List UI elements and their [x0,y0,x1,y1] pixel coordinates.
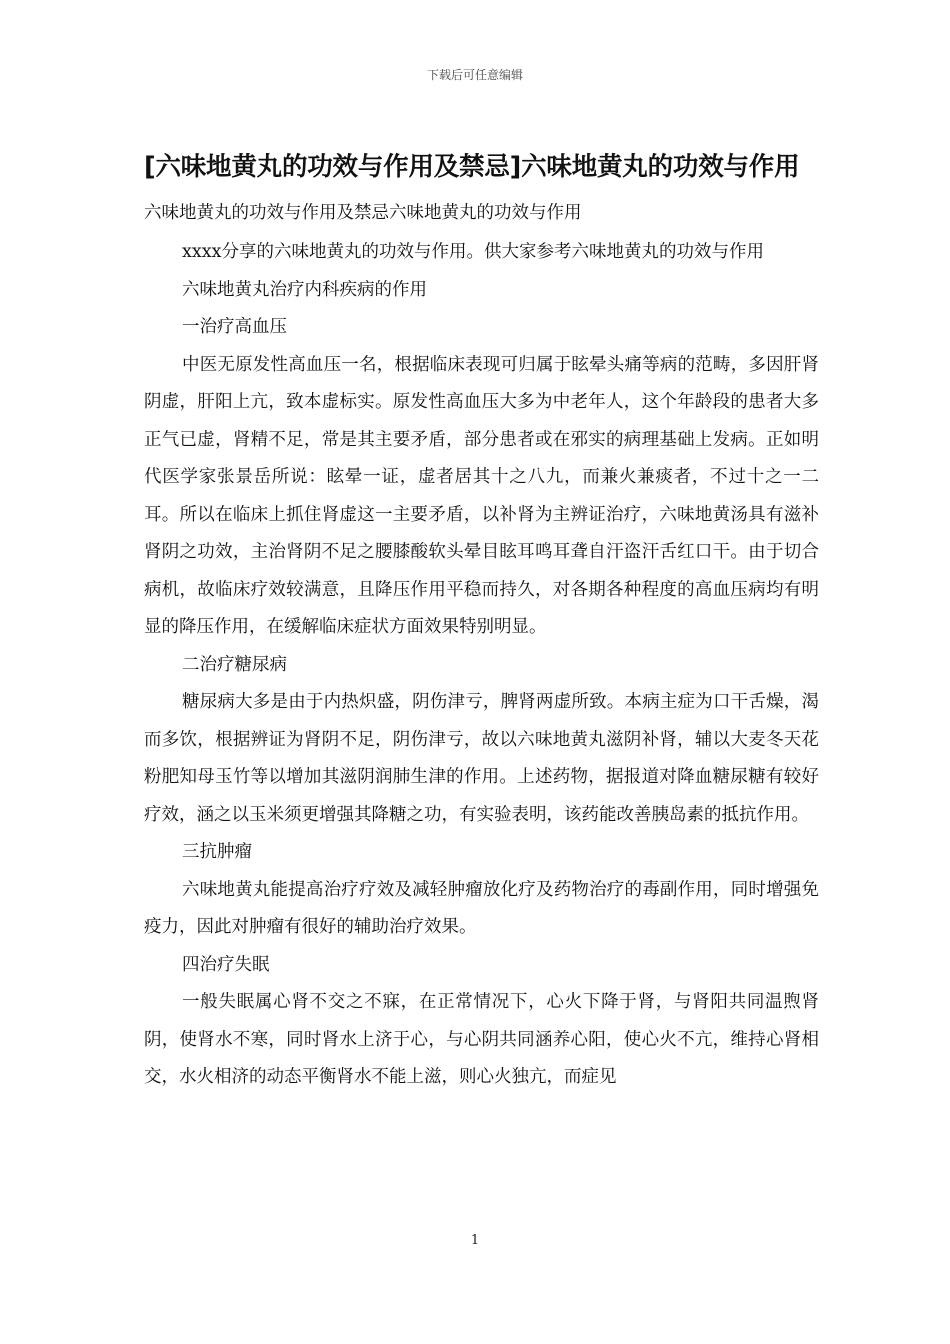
section-heading-hypertension: 一治疗高血压 [182,317,287,337]
insomnia-paragraph: 一般失眠属心肾不交之不寐，在正常情况下，心火下降于肾，与肾阳共同温煦肾阴，使肾水不寒，同时肾水上济于心，与心阴共同涵养心阳，使心火不亢，维持心肾相交，水火相济的动态平衡肾水不能上滋，则心火独亢，而症见 [144,992,819,1087]
document-subtitle: 六味地黄丸的功效与作用及禁忌六味地黄丸的功效与作用 [144,203,582,223]
page-number: 1 [470,1233,480,1248]
intro-paragraph: xxxx分享的六味地黄丸的功效与作用。供大家参考六味地黄丸的功效与作用 [182,242,764,262]
tumor-paragraph: 六味地黄丸能提高治疗疗效及减轻肿瘤放化疗及药物治疗的毒副作用，同时增强免疫力，因此对肿瘤有很好的辅助治疗效果。 [144,879,819,937]
document-body [144,148,819,1097]
section-heading-tumor: 三抗肿瘤 [182,842,252,862]
header-note: 下载后可任意编辑 [426,68,523,82]
document-title: [六味地黄丸的功效与作用及禁忌]六味地黄丸的功效与作用 [144,152,800,182]
diabetes-paragraph: 糖尿病大多是由于内热炽盛，阴伤津亏，脾肾两虚所致。本病主症为口干舌燥，渴而多饮，根据辨证为肾阴不足，阴伤津亏，故以六味地黄丸滋阴补肾，辅以大麦冬天花粉肥知母玉竹等以增加其滋阴润肺生津的作用。上述药物，据报道对降血糖尿糖有较好疗效，涵之以玉米须更增强其降糖之功，有实验表明，该药能改善胰岛素的抵抗作用。 [144,692,819,825]
section-heading-internal-diseases: 六味地黄丸治疗内科疾病的作用 [182,279,427,300]
section-heading-insomnia: 四治疗失眠 [182,954,270,975]
hypertension-paragraph: 中医无原发性高血压一名，根据临床表现可归属于眩晕头痛等病的范畴，多因肝肾阴虚，肝阳上亢，致本虚标实。原发性高血压大多为中老年人，这个年龄段的患者大多正气已虚，肾精不足，常是其主要矛盾，部分患者或在邪实的病理基础上发病。正如明代医学家张景岳所说：眩晕一证，虚者居其十之八九，而兼火兼痰者，不过十之一二耳。所以在临床上抓住肾虚这一主要矛盾，以补肾为主辨证治疗，六味地黄汤具有滋补肾阴之功效，主治肾阴不足之腰膝酸软头晕目眩耳鸣耳聋自汗盗汗舌红口干。由于切合病机，故临床疗效较满意，且降压作用平稳而持久，对各期各种程度的高血压病均有明显的降压作用，在缓解临床症状方面效果特别明显。 [144,354,819,637]
section-heading-diabetes: 二治疗糖尿病 [182,654,287,675]
